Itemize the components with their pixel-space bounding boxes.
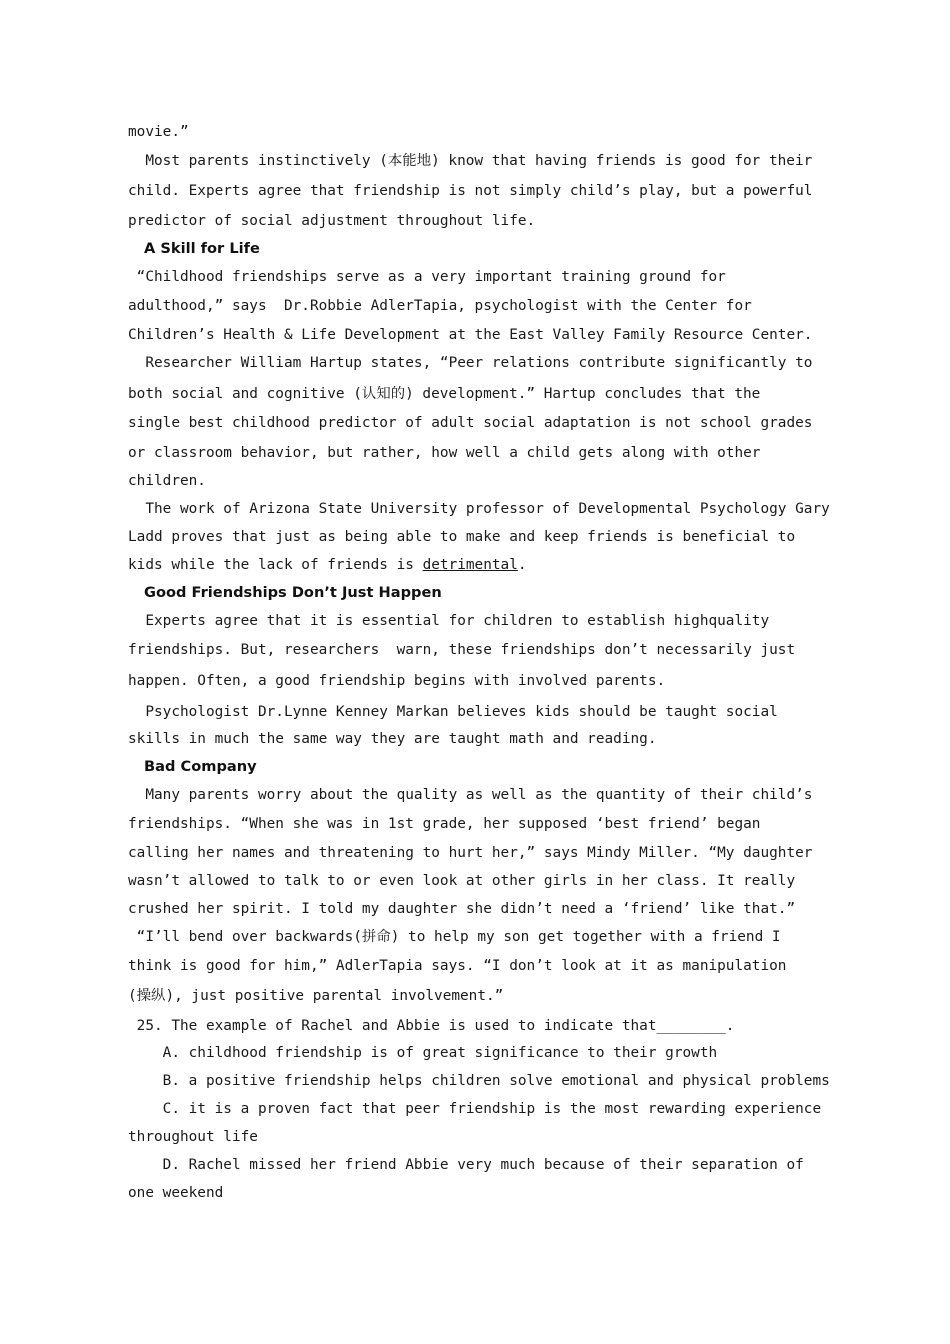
underlined-word: detrimental: [422, 557, 518, 573]
text-line: Researcher William Hartup states, “Peer relations contribute significantly to: [128, 355, 813, 371]
text-line: single best childhood predictor of adult social adaptation is not school grades: [128, 415, 813, 431]
answer-option-b: B. a positive friendship helps children solve emotional and physical problems: [128, 1073, 830, 1089]
text-line: “I’ll bend over backwards(拼命) to help my son get together with a friend I: [128, 929, 781, 945]
text-line: predictor of social adjustment throughout life.: [128, 213, 536, 229]
text-line: crushed her spirit. I told my daughter she didn’t need a ‘friend’ like that.”: [128, 901, 796, 917]
text-line: Most parents instinctively (本能地) know that having friends is good for their: [128, 153, 813, 169]
text-line: skills in much the same way they are taught math and reading.: [128, 731, 657, 747]
text-line: Children’s Health & Life Development at the East Valley Family Resource Center.: [128, 327, 813, 343]
section-heading: Good Friendships Don’t Just Happen: [144, 584, 442, 601]
answer-option-c-cont: throughout life: [128, 1129, 258, 1145]
text-line: both social and cognitive (认知的) development.” Hartup concludes that the: [128, 386, 761, 402]
text-line: [128, 555, 527, 575]
text-line: or classroom behavior, but rather, how well a child gets along with other: [128, 445, 761, 461]
text-line: Experts agree that it is essential for children to establish highquality: [128, 613, 770, 629]
question-stem: 25. The example of Rachel and Abbie is used to indicate that________.: [128, 1018, 735, 1034]
text-line: think is good for him,” AdlerTapia says. “I don’t look at it as manipulation: [128, 958, 787, 974]
text-line: Ladd proves that just as being able to make and keep friends is beneficial to: [128, 529, 796, 545]
text-line: Many parents worry about the quality as well as the quantity of their child’s: [128, 787, 813, 803]
text-line: friendships. “When she was in 1st grade, her supposed ‘best friend’ began: [128, 816, 761, 832]
text-line: Psychologist Dr.Lynne Kenney Markan believes kids should be taught social: [128, 704, 778, 720]
answer-option-d-cont: one weekend: [128, 1185, 224, 1201]
text-line: wasn’t allowed to talk to or even look at other girls in her class. It really: [128, 873, 796, 889]
text-line: child. Experts agree that friendship is not simply child’s play, but a powerful: [128, 183, 813, 199]
text-segment: .: [517, 557, 527, 573]
text-line: “Childhood friendships serve as a very important training ground for: [128, 269, 726, 285]
answer-option-c: C. it is a proven fact that peer friendship is the most rewarding experience: [128, 1101, 822, 1117]
text-line: movie.”: [128, 124, 189, 140]
text-line: children.: [128, 473, 206, 489]
section-heading: A Skill for Life: [144, 240, 260, 257]
text-line: calling her names and threatening to hurt her,” says Mindy Miller. “My daughter: [128, 845, 813, 861]
text-line: friendships. But, researchers warn, these friendships don’t necessarily just: [128, 642, 796, 658]
answer-option-d: D. Rachel missed her friend Abbie very much because of their separation of: [128, 1157, 804, 1173]
text-segment: kids while the lack of friends is: [128, 557, 423, 573]
text-line: (操纵), just positive parental involvement.”: [128, 988, 504, 1004]
text-line: The work of Arizona State University professor of Developmental Psychology Gary: [128, 501, 830, 517]
text-line: happen. Often, a good friendship begins with involved parents.: [128, 673, 666, 689]
section-heading: Bad Company: [144, 758, 257, 775]
text-line: adulthood,” says Dr.Robbie AdlerTapia, psychologist with the Center for: [128, 298, 752, 314]
answer-option-a: A. childhood friendship is of great significance to their growth: [128, 1045, 718, 1061]
